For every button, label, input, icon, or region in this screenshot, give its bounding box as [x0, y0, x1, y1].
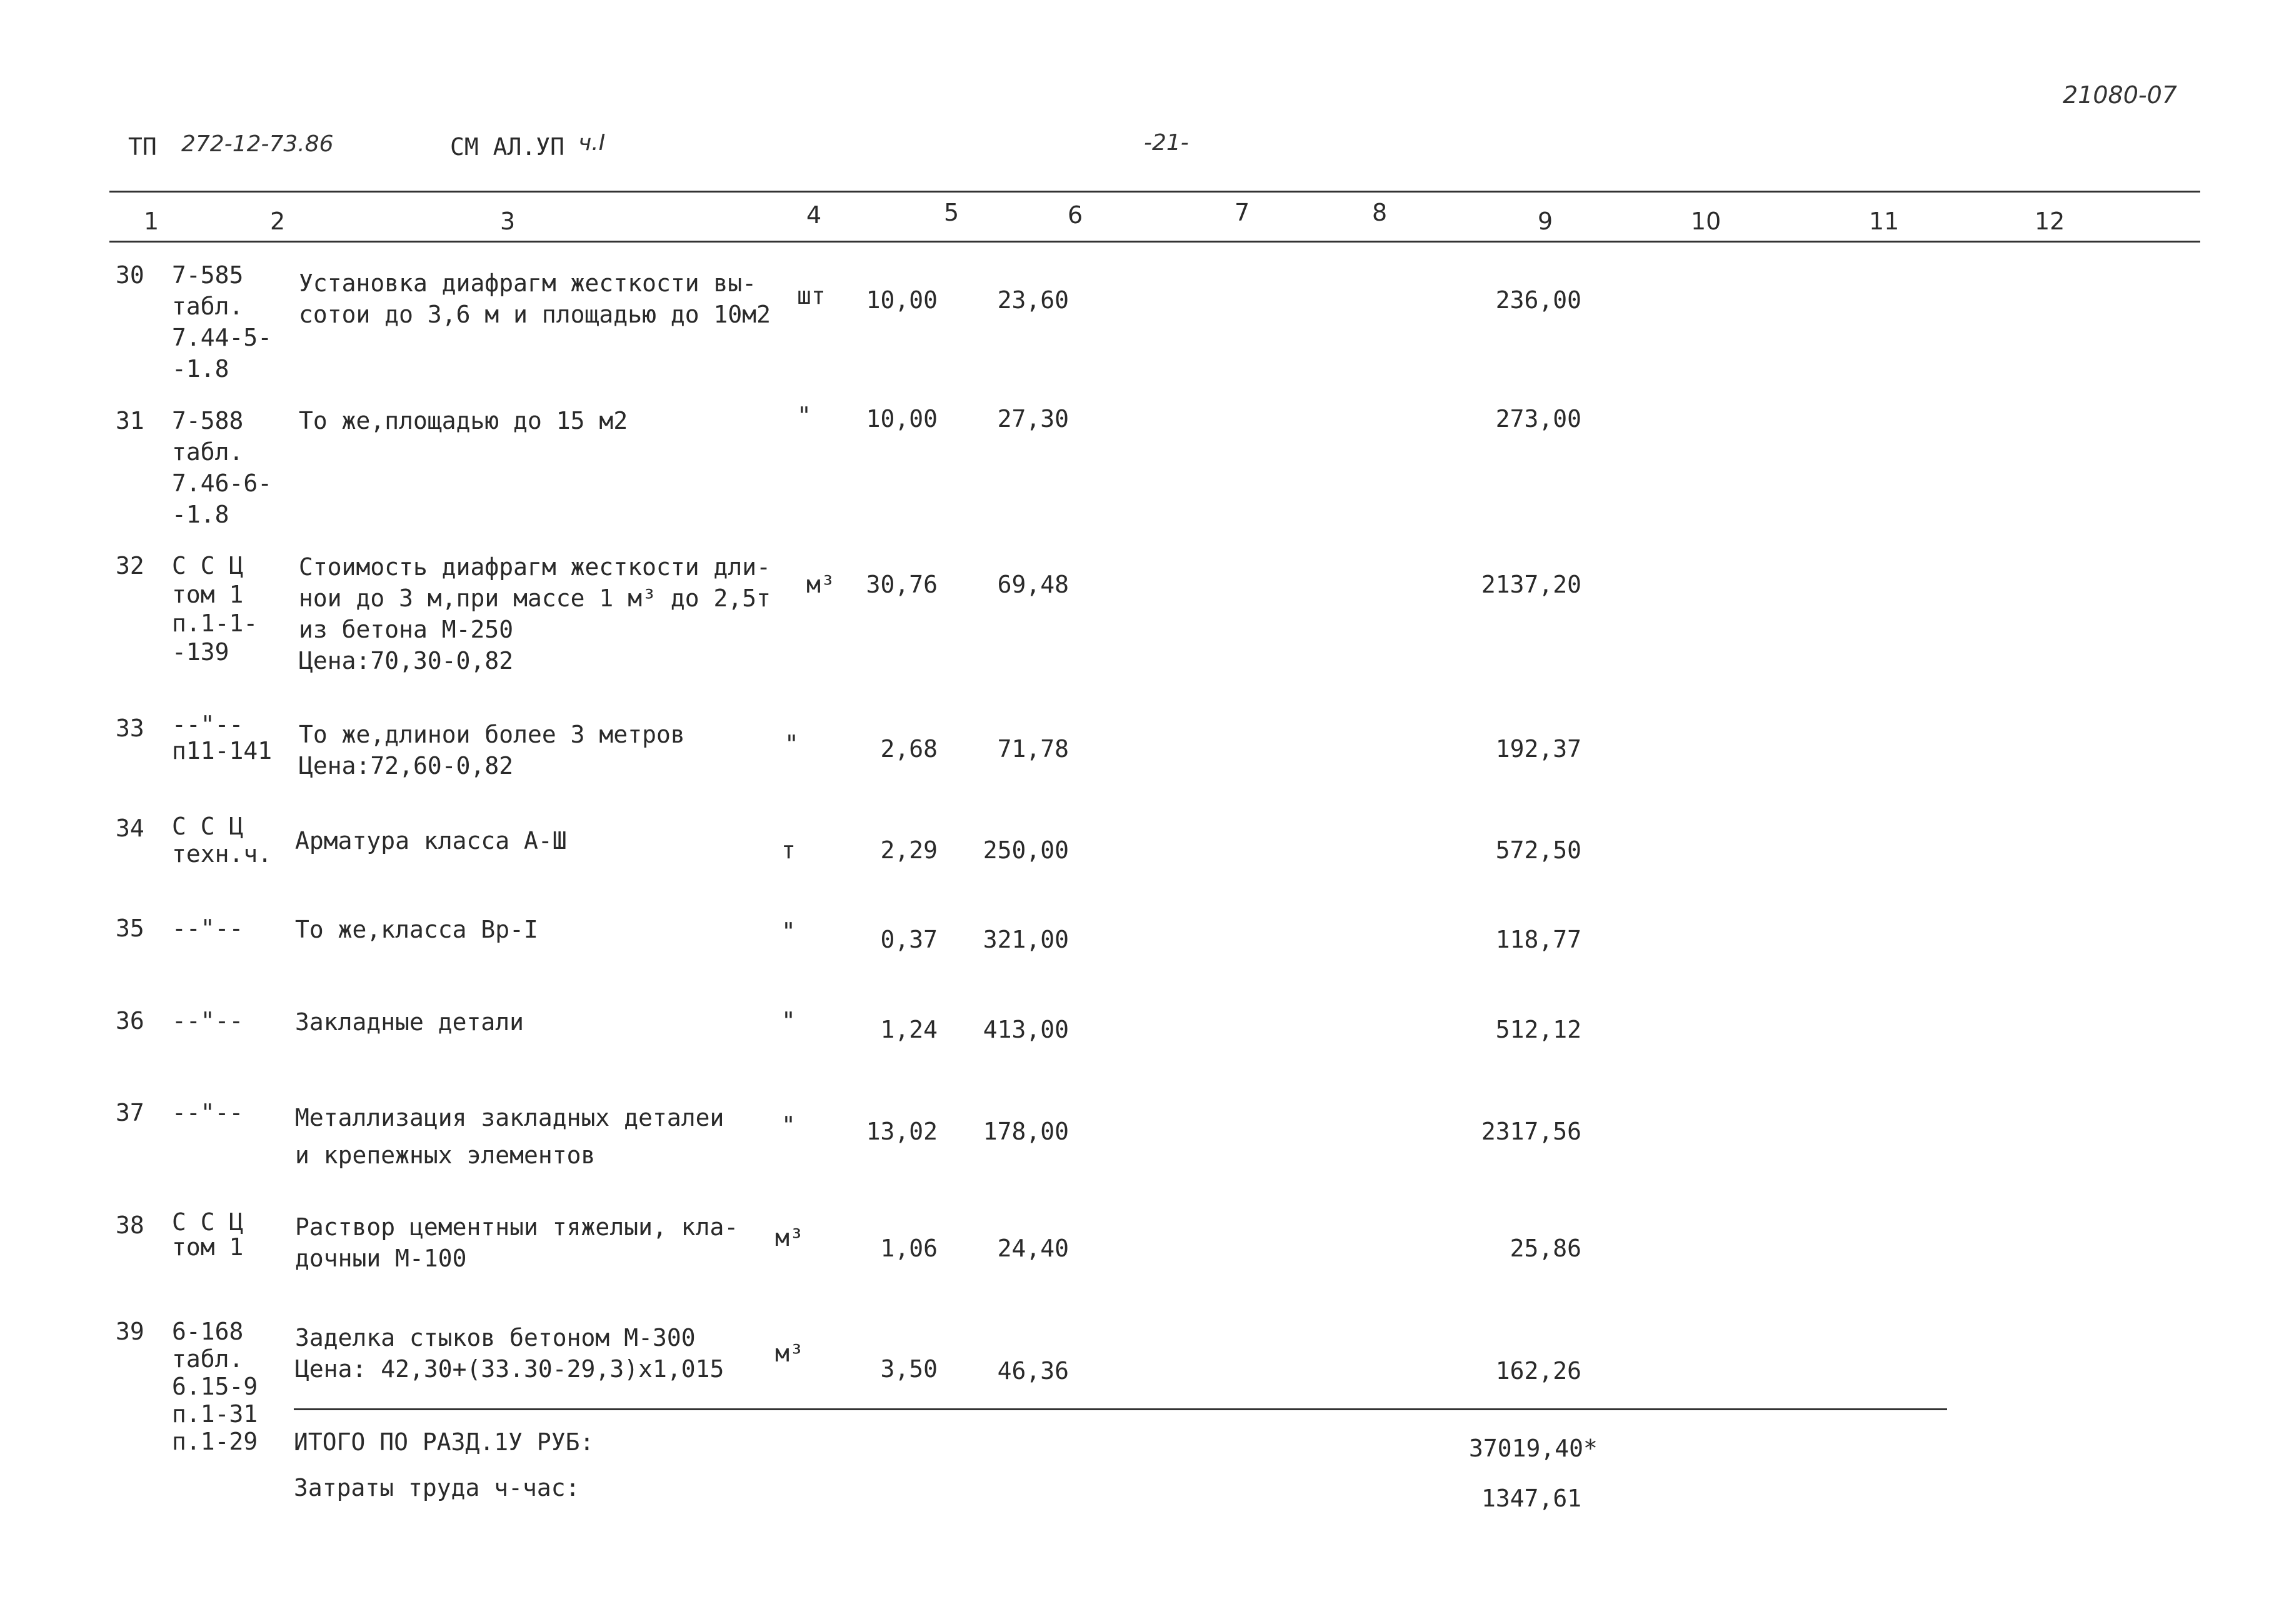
- row-price: 24,40: [997, 1235, 1069, 1262]
- sheet-label: СМ АЛ.УП: [450, 133, 565, 161]
- row-quantity: 2,29: [880, 836, 938, 864]
- row-code: 7-585 табл. 7.44-5- -1.8: [172, 261, 273, 383]
- row-description: То же,площадью до 15 м2: [299, 407, 628, 434]
- col-header-12: 12: [2035, 208, 2065, 235]
- labor-cost-label: Затраты труда ч-час:: [294, 1474, 580, 1501]
- col-header-4: 4: [806, 201, 822, 229]
- row-code: --"-- п11-141: [172, 711, 273, 764]
- page-number: -21-: [1144, 130, 1189, 156]
- col-header-2: 2: [270, 208, 286, 235]
- col-header-3: 3: [500, 208, 516, 235]
- row-quantity: 2,68: [880, 735, 938, 763]
- labor-cost-value: 1347,61: [1481, 1485, 1582, 1512]
- row-code: 6-168 табл. 6.15-9 п.1-31 п.1-29: [172, 1318, 258, 1455]
- tp-number: 272-12-73.86: [181, 131, 334, 157]
- part-label: ч.I: [578, 130, 606, 156]
- row-description: То же,класса Вр-I: [295, 916, 538, 943]
- row-quantity: 0,37: [880, 926, 938, 953]
- row-number: 34: [116, 815, 144, 842]
- tp-label: ТП: [128, 133, 157, 161]
- row-total: 162,26: [1495, 1357, 1581, 1385]
- row-total: 236,00: [1495, 286, 1581, 314]
- row-unit: м³: [806, 571, 835, 598]
- section-total-label: ИТОГО ПО РАЗД.1У РУБ:: [294, 1428, 594, 1456]
- row-quantity: 3,50: [880, 1355, 938, 1383]
- row-code: 7-588 табл. 7.46-6- -1.8: [172, 407, 273, 528]
- row-code: С С Ц том 1: [172, 1208, 244, 1261]
- row-code: --"--: [172, 1007, 244, 1035]
- section-total-value: 37019,40*: [1469, 1435, 1598, 1462]
- col-header-7: 7: [1235, 199, 1250, 226]
- row-total: 512,12: [1495, 1016, 1581, 1043]
- row-code: С С Ц техн.ч.: [172, 813, 273, 868]
- row-quantity: 10,00: [866, 286, 938, 314]
- col-header-8: 8: [1372, 199, 1388, 226]
- row-price: 250,00: [983, 836, 1069, 864]
- row-quantity: 1,06: [880, 1235, 938, 1262]
- row-description: Металлизация закладных деталеи и крепежных элементов: [295, 1104, 724, 1169]
- row-total: 273,00: [1495, 405, 1581, 433]
- header-bottom-rule: [109, 241, 2200, 243]
- row-total: 25,86: [1510, 1235, 1581, 1262]
- total-rule: [294, 1408, 1947, 1410]
- row-unit: ": [781, 918, 796, 945]
- col-header-6: 6: [1068, 201, 1083, 229]
- row-price: 27,30: [997, 405, 1069, 433]
- row-quantity: 30,76: [866, 571, 938, 598]
- row-unit: м³: [775, 1340, 804, 1367]
- row-price: 321,00: [983, 926, 1069, 953]
- row-description: Установка диафрагм жесткости вы- сотои до 3,6 м и площадью до 10м2: [299, 269, 771, 328]
- row-price: 71,78: [997, 735, 1069, 763]
- col-header-9: 9: [1538, 208, 1553, 235]
- row-total: 2137,20: [1481, 571, 1581, 598]
- header-top-rule: [109, 191, 2200, 193]
- row-number: 33: [116, 714, 144, 742]
- row-description: То же,длинои более 3 метров Цена:72,60-0,82: [299, 721, 685, 779]
- row-description: Закладные детали: [295, 1008, 524, 1036]
- row-price: 46,36: [997, 1357, 1069, 1385]
- row-unit: т: [781, 836, 796, 864]
- row-price: 69,48: [997, 571, 1069, 598]
- row-unit: ": [781, 1007, 796, 1035]
- row-number: 32: [116, 552, 144, 579]
- row-number: 38: [116, 1211, 144, 1239]
- row-total: 572,50: [1495, 836, 1581, 864]
- row-price: 178,00: [983, 1118, 1069, 1145]
- row-number: 35: [116, 915, 144, 942]
- row-price: 413,00: [983, 1016, 1069, 1043]
- col-header-10: 10: [1691, 208, 1721, 235]
- row-description: Арматура класса А-Ш: [295, 827, 567, 855]
- row-description: Заделка стыков бетоном М-300 Цена: 42,30+(33.30-29,3)х1,015: [295, 1324, 724, 1383]
- row-number: 37: [116, 1099, 144, 1126]
- row-number: 30: [116, 261, 144, 289]
- row-unit: м³: [775, 1224, 804, 1251]
- row-code: С С Ц том 1 п.1-1- -139: [172, 552, 258, 666]
- row-code: --"--: [172, 915, 244, 942]
- col-header-1: 1: [144, 208, 159, 235]
- row-price: 23,60: [997, 286, 1069, 314]
- row-description: Раствор цементныи тяжелыи, кла- дочныи М-100: [295, 1213, 739, 1272]
- row-unit: ": [781, 1111, 796, 1139]
- row-quantity: 10,00: [866, 405, 938, 433]
- document-code: 21080-07: [2063, 81, 2177, 109]
- row-total: 2317,56: [1481, 1118, 1581, 1145]
- row-quantity: 1,24: [880, 1016, 938, 1043]
- row-number: 39: [116, 1318, 144, 1345]
- row-unit: ": [797, 402, 811, 429]
- row-quantity: 13,02: [866, 1118, 938, 1145]
- row-code: --"--: [172, 1099, 244, 1126]
- row-unit: ": [784, 730, 799, 758]
- row-unit: шт: [797, 282, 826, 309]
- row-number: 31: [116, 407, 144, 434]
- row-total: 118,77: [1495, 926, 1581, 953]
- row-number: 36: [116, 1007, 144, 1035]
- row-description: Стоимость диафрагм жесткости дли- нои до 3 м,при массе 1 м³ до 2,5т из бетона М-250 Цена:70,30-0,82: [299, 553, 771, 674]
- col-header-11: 11: [1869, 208, 1900, 235]
- row-total: 192,37: [1495, 735, 1581, 763]
- col-header-5: 5: [944, 199, 959, 226]
